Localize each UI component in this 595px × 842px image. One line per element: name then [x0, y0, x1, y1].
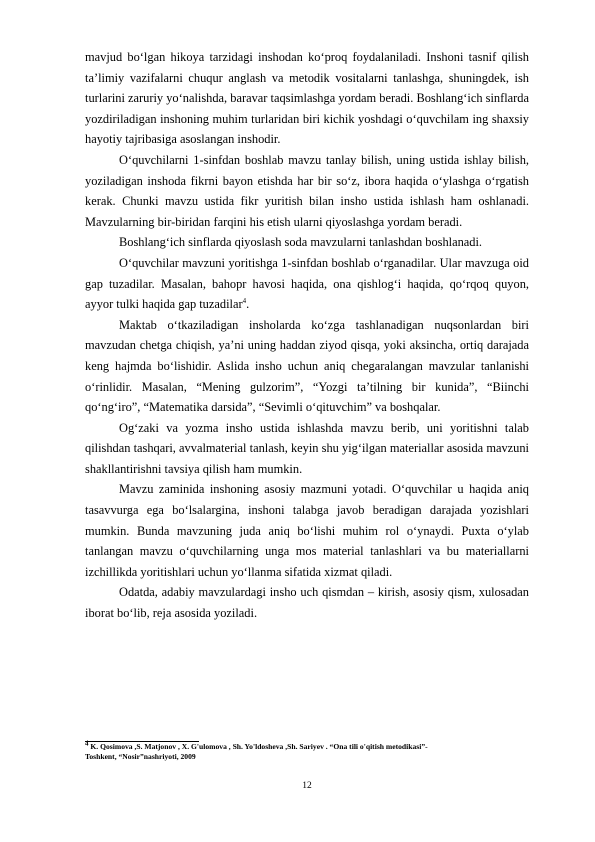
body-text	[85, 47, 529, 624]
page-number: 12	[302, 781, 312, 791]
paragraph-5: Maktab o‘tkaziladigan insholarda ko‘zga tashlanadigan nuqsonlardan biri mavzudan chetga chiqish, ya’ni uning haddan ziyod qisqa, yoki aksincha, ortiq darajada keng hajmda bo‘lishidir. Aslida insho uchun aniq chegaralangan mavzular tanlanishi o‘rinlidir. Masalan, “Mening gulzorim”, “Yozgi ta’tilning bir kunida”, “Biinchi qo‘ng‘iro”, “Matematika darsida”, “Sevimli o‘qituvchim” va boshqalar.	[85, 317, 529, 415]
paragraph-8: Odatda, adabiy mavzulardagi insho uch qismdan – kirish, asosiy qism, xulosadan iborat bo‘lib, reja asosida yoziladi.	[85, 585, 529, 621]
paragraph-4: O‘quvchilar mavzuni yoritishga 1-sinfdan boshlab o‘rganadilar. Ular mavzuga oid gap tuzadilar. Masalan, bahopr havosi haqida, ona qishlog‘i haqida, qo‘rqoq quyon, ayyor tulki haqida gap tuzadilar$^4$.	[85, 255, 529, 312]
footnote-line-1: $^4$ K. Qosimova ,S. Matjonov , X. G'ulomova , Sh. Yo'ldosheva ,Sh. Sariyev . “Ona tili o'qitish metodikasi”-	[85, 739, 428, 751]
paragraph-7: Mavzu zaminida inshoning asosiy mazmuni yotadi. O‘quvchilar u haqida aniq tasavvurga ega bo‘lsalargina, inshoni talabga javob beradigan darajada yozishlari mumkin. Bunda mavzuning juda aniq bo‘lishi muhim rol o‘ynaydi. Puxta o‘ylab tanlangan mavzu o‘quvchilarning unga mos material tanlashlari va bu materiallarni izchillikda yoritishlari uchun yo‘llanma sifatida xizmat qiladi.	[85, 482, 529, 579]
document-page	[85, 0, 529, 842]
footnote-mark: 4	[85, 739, 89, 748]
footnote	[85, 739, 529, 762]
paragraph-2: O‘quvchilarni 1-sinfdan boshlab mavzu tanlay bilish, uning ustida ishlay bilish, yoziladigan inshoda fikrni bayon etishda har bir so‘z, ibora haqida o‘ylashga o‘rgatish kerak. Chunki mavzu ustida fikr yuritish bilan insho ustida ishlash ham oshlanadi. Mavzularning bir-biridan farqini his etish ularni qiyoslashga yordam beradi.	[85, 152, 529, 229]
paragraph-1: mavjud bo‘lgan hikoya tarzidagi inshodan ko‘proq foydalaniladi. Inshoni tasnif qilish ta’limiy vazifalarni chuqur anglash va metodik vositalarni tanlashga, shuningdek, ish turlarini zaruriy yo‘nalishda, baravar taqsimlashga yordam beradi. Boshlang‘ich sinflarda yozdiriladigan inshoning muhim turlaridan biri kichik yoshdagi o‘quvchilam ing shaxsiy hayotiy tajribasiga asoslangan inshodir.	[85, 50, 529, 147]
paragraph-3: Boshlang‘ich sinflarda qiyoslash soda mavzularni tanlashdan boshlanadi.	[119, 235, 483, 250]
footnote-reference: 4	[242, 297, 247, 305]
footnote-line-2: Toshkent, “Nosir”nashriyoti, 2009	[85, 752, 196, 761]
paragraph-6: Og‘zaki va yozma insho ustida ishlashda mavzu berib, uni yoritishni talab qilishdan tashqari, avvalmaterial tanlash, keyin shu yig‘ilgan materiallar asosida mavzuni shakllantirishni tavsiya qilish ham mumkin.	[85, 420, 529, 476]
